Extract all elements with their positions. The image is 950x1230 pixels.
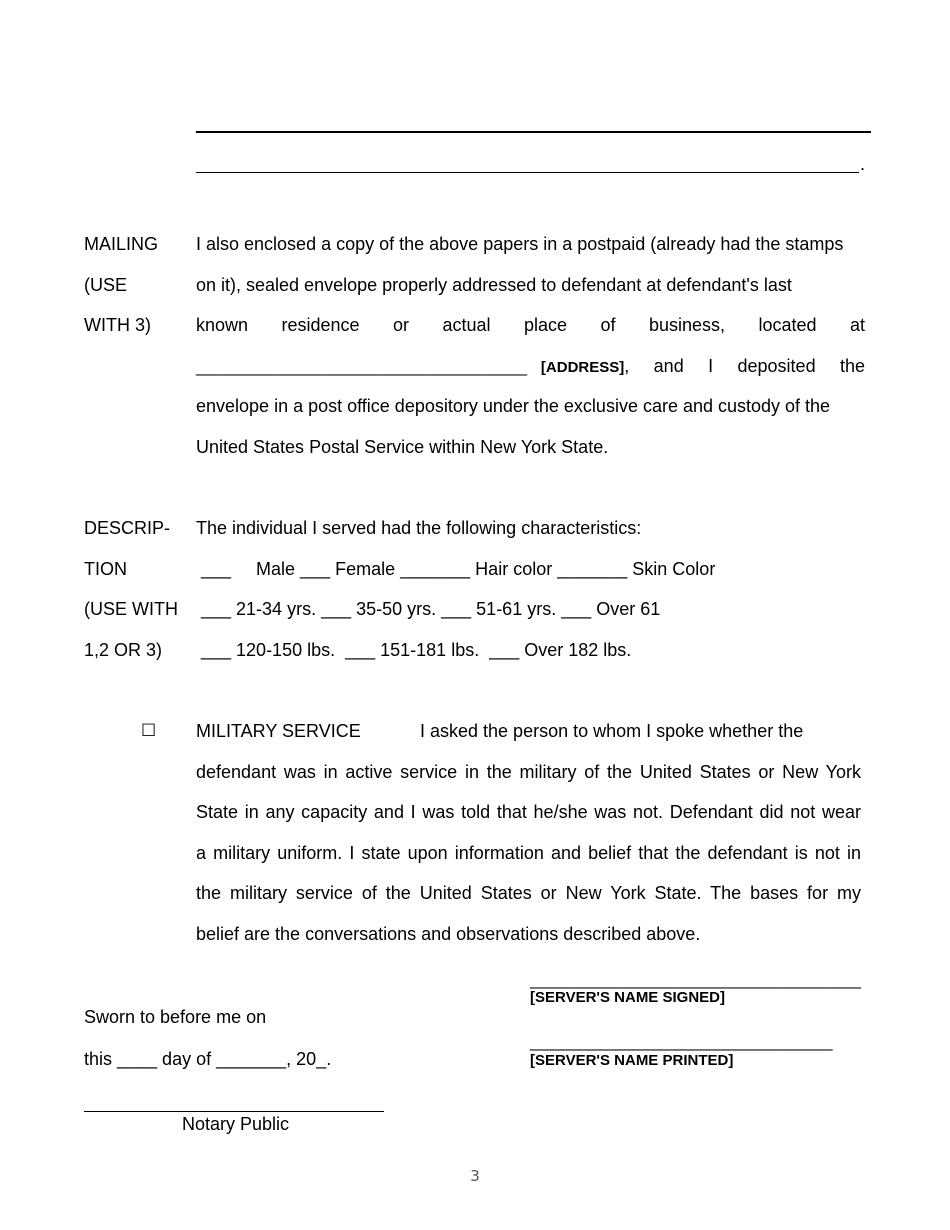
top-blank-line-2 xyxy=(196,172,859,173)
notary-signature-line xyxy=(84,1111,384,1112)
server-printed-label: [SERVER'S NAME PRINTED] xyxy=(530,1052,734,1069)
top-blank-line-1 xyxy=(196,131,871,133)
military-heading: MILITARY SERVICE xyxy=(196,721,361,741)
description-intro: The individual I served had the following characteristics: xyxy=(196,518,642,538)
military-line-6: belief are the conversations and observations described above. xyxy=(196,924,701,944)
mailing-label-3: WITH 3) xyxy=(84,315,151,335)
mailing-label-2: (USE xyxy=(84,275,128,295)
address-tag: [ADDRESS] xyxy=(540,359,625,376)
military-line-5: the military service of the United States or New York State. The bases for my xyxy=(196,883,861,903)
mailing-line-3: known residence or actual place of business, located at xyxy=(196,315,865,335)
description-age-row: ___ 21-34 yrs. ___ 35-50 yrs. ___ 51-61 yrs. ___ Over 61 xyxy=(201,599,661,619)
military-checkbox[interactable]: ☐ xyxy=(141,721,157,741)
description-label-4: 1,2 OR 3) xyxy=(84,640,163,660)
mailing-line-6: United States Postal Service within New York State. xyxy=(196,437,609,457)
mailing-line-4 xyxy=(196,356,865,377)
military-line-1: I asked the person to whom I spoke whether the xyxy=(420,721,804,741)
description-label-3: (USE WITH xyxy=(84,599,178,619)
server-printed-blank: ________________________________ xyxy=(530,1032,833,1051)
description-label-1: DESCRIP- xyxy=(84,518,171,538)
description-weight-row: ___ 120-150 lbs. ___ 151-181 lbs. ___ Over 182 lbs. xyxy=(201,640,632,660)
notary-label: Notary Public xyxy=(182,1114,290,1134)
page-number: 3 xyxy=(470,1167,480,1185)
description-gender-row: ___ Male ___ Female _______ Hair color _______ Skin Color xyxy=(201,559,716,579)
military-line-2: defendant was in active service in the military of the United States or New York xyxy=(196,762,861,782)
mailing-label-1: MAILING xyxy=(84,234,159,254)
military-line-4: a military uniform. I state upon information and belief that the defendant is not in xyxy=(196,843,861,863)
address-rest: , and I deposited the xyxy=(624,356,865,376)
mailing-line-5: envelope in a post office depository under the exclusive care and custody of the xyxy=(196,396,831,416)
mailing-line-2: on it), sealed envelope properly addressed to defendant at defendant's last xyxy=(196,275,792,295)
mailing-line-1: I also enclosed a copy of the above papers in a postpaid (already had the stamps xyxy=(196,234,844,254)
server-signed-blank: ___________________________________ xyxy=(530,970,861,989)
description-label-2: TION xyxy=(84,559,127,579)
military-line-3: State in any capacity and I was told that he/she was not. Defendant did not wear xyxy=(196,802,861,822)
sworn-line-2: this ____ day of _______, 20_. xyxy=(84,1049,332,1069)
top-line-period: . xyxy=(860,154,866,174)
address-blank: ___________________________________ xyxy=(196,357,527,376)
server-signed-label: [SERVER'S NAME SIGNED] xyxy=(530,989,725,1006)
sworn-line-1: Sworn to before me on xyxy=(84,1007,267,1027)
